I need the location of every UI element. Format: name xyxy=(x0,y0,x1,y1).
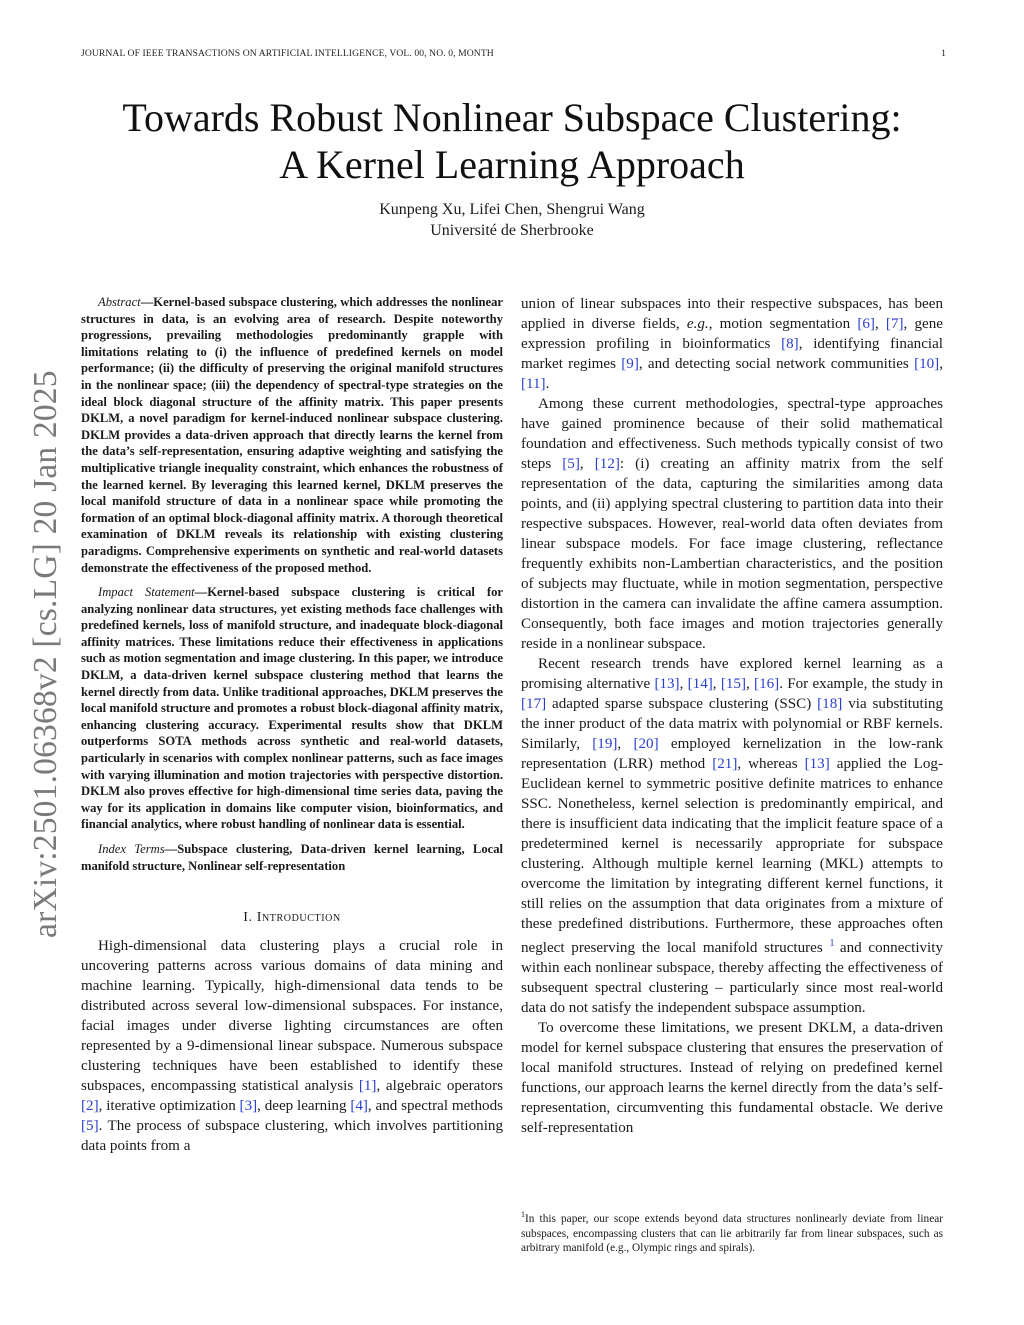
citation-link[interactable]: [5] xyxy=(562,456,580,472)
abstract xyxy=(81,294,503,576)
intro-paragraph-3 xyxy=(521,654,943,1018)
intro-paragraph-4 xyxy=(521,1018,943,1138)
citation-link[interactable]: [7] xyxy=(885,316,904,332)
page-number: 1 xyxy=(941,48,946,59)
text-run: , xyxy=(939,356,943,372)
text-run: , xyxy=(746,676,755,692)
impact-label: Impact Statement xyxy=(98,585,195,600)
citation-link[interactable]: [19] xyxy=(592,736,618,752)
citation-link[interactable]: [10] xyxy=(914,356,940,372)
text-run: , whereas xyxy=(737,756,805,772)
text-run: adapted sparse subspace clustering (SSC) xyxy=(546,696,818,712)
abstract-text: —Kernel-based subspace clustering, which addresses the nonlinear structures in data, is an evolving area of research. Despite noteworthy progressions, prevailing methodologies predominantly grapple with limitations relating to (i) the influence of predefined kernels on model performance; (ii) the difficulty of preserving the original manifold structures in the nonlinear space; (iii) the dependency of spectral-type strategies on the ideal block diagonal structure of the affinity matrix. This paper presents DKLM, a novel paradigm for kernel-induced nonlinear subspace clustering. DKLM provides a data-driven approach that directly learns the kernel from the data’s self-representation, ensuring adaptive weighting and satisfying the multiplicative triangle inequality constraint, which enhances the robustness of the learned kernel. By leveraging this learned kernel, DKLM preserves the local manifold structure of data in a nonlinear space while promoting the formation of an optimal block-diagonal affinity matrix. A thorough theoretical examination of DKLM reveals its relationship with existing clustering paradigms. Comprehensive experiments on synthetic and real-world datasets demonstrate the effectiveness of the proposed method. xyxy=(81,295,503,575)
author-block xyxy=(0,199,1024,241)
citation-link[interactable]: [1] xyxy=(358,1078,377,1095)
section-heading xyxy=(81,909,503,927)
index-terms xyxy=(81,841,503,874)
text-run: , iterative optimization xyxy=(98,1098,240,1115)
section-number: I. xyxy=(243,910,253,926)
arxiv-stamp: arXiv:2501.06368v2 [cs.LG] 20 Jan 2025 xyxy=(27,370,64,938)
intro-paragraph-1 xyxy=(81,936,503,1156)
citation-link[interactable]: [2] xyxy=(81,1098,99,1115)
text-run: . For example, the study in xyxy=(779,676,944,692)
intro-paragraph-1-cont xyxy=(521,294,943,394)
text-run: . xyxy=(545,376,550,392)
citation-link[interactable]: [6] xyxy=(857,316,875,332)
text-run: , identifying financial market regimes xyxy=(521,336,943,372)
text-run: , motion segmentation xyxy=(708,316,858,332)
text-run: , and spectral methods xyxy=(367,1098,503,1115)
journal-name: JOURNAL OF IEEE TRANSACTIONS ON ARTIFICIAL INTELLIGENCE, VOL. 00, NO. 0, MONTH xyxy=(81,48,494,59)
index-terms-label: Index Terms xyxy=(98,842,165,856)
paper-title xyxy=(0,94,1024,188)
text-run: employed kernelization in the low-rank representation (LRR) method xyxy=(521,736,944,772)
citation-link[interactable]: [11] xyxy=(521,376,546,392)
abstract-label: Abstract xyxy=(98,295,141,309)
text-run: , xyxy=(579,456,595,472)
citation-link[interactable]: [3] xyxy=(239,1098,258,1115)
citation-link[interactable]: [5] xyxy=(81,1118,99,1135)
index-terms-text: —Subspace clustering, Data-driven kernel learning, Local manifold structure, Nonlinear self-representation xyxy=(81,842,504,873)
title-line-2: A Kernel Learning Approach xyxy=(279,142,745,187)
title-line-1: Towards Robust Nonlinear Subspace Clustering: xyxy=(122,95,902,140)
text-run: Recent research trends have explored kernel learning as a promising alternative xyxy=(521,656,943,692)
footnote-marker[interactable]: 1 xyxy=(829,938,840,949)
footnote-text: In this paper, our scope extends beyond data structures nonlinearly deviate from linear subspaces, encompassing clusters that can lie arbitrarily far from linear subspaces, such as arbitrary manifold (e.g., Olympic rings and spirals). xyxy=(521,1212,943,1255)
citation-link[interactable]: [14] xyxy=(687,676,713,692)
text-run: applied the Log-Euclidean kernel to symmetric positive definite matrices to enhance SSC. Nonetheless, kernel selection is predominantly empirical, and there is insufficient data indicating that the implicit feature space of a predetermined kernel is necessarily appropriate for subspace clustering. Although multiple kernel learning (MKL) attempts to overcome the limitation by integrating different kernel functions, it still relies on the assumption that data originates from a mixture of these predefined distributions. Furthermore, these approaches often neglect preserving the local manifold structures xyxy=(521,756,944,957)
text-run: Among these current methodologies, spectral-type approaches have gained prominence because of their solid mathematical foundation and effectiveness. Such methods typically consist of two steps xyxy=(521,396,943,472)
citation-link[interactable]: [15] xyxy=(720,676,746,692)
citation-link[interactable]: [18] xyxy=(817,696,843,712)
text-run: union of linear subspaces into their respective subspaces, has been applied in diverse fields, xyxy=(521,296,943,332)
text-run: , gene expression profiling in bioinformatics xyxy=(521,316,944,352)
citation-link[interactable]: [4] xyxy=(350,1098,368,1115)
intro-paragraph-2 xyxy=(521,394,943,654)
text-run: e.g. xyxy=(686,316,709,332)
text-run: . The process of subspace clustering, which involves partitioning data points from a xyxy=(81,1118,503,1155)
running-head xyxy=(81,48,946,59)
text-run: , and detecting social network communities xyxy=(638,356,915,372)
text-run: To overcome these limitations, we present DKLM, a data-driven model for kernel subspace clustering that ensures the preservation of local manifold structures. Instead of relying on predefined kernel functions, our approach learns the kernel directly from the data’s self-representation, circumventing this fundamental obstacle. We derive self-representation xyxy=(521,1020,943,1137)
right-column xyxy=(521,294,943,1138)
author-names: Kunpeng Xu, Lifei Chen, Shengrui Wang xyxy=(379,201,645,218)
text-run: , algebraic operators xyxy=(376,1078,503,1095)
section-title: Introduction xyxy=(256,910,341,926)
citation-link[interactable]: [13] xyxy=(804,756,830,772)
text-run: High-dimensional data clustering plays a crucial role in uncovering patterns across various domains of data mining and machine learning. Typically, high-dimensional data tends to be distributed across several low-dimensional subspaces. For instance, facial images under diverse lighting circumstances are often represented by a 9-dimensional linear subspace. Numerous subspace clustering techniques have been established to identify these subspaces, encompassing statistical analysis xyxy=(81,938,503,1095)
text-run: , deep learning xyxy=(257,1098,351,1115)
left-column xyxy=(81,294,503,1156)
text-run: , xyxy=(712,676,721,692)
citation-link[interactable]: [21] xyxy=(712,756,738,772)
text-run: : (i) creating an affinity matrix from the self representation of the data, capturing the similarities among data points, and (ii) applying spectral clustering to partition data into their respective subspaces. However, real-world data often deviates from linear subspace models. For face image clustering, reflectance frequently exhibits non-Lambertian characteristics, and the position of subjects may fluctuate, while in motion segmentation, perspective distortion in the camera can invalidate the affine camera assumption. Consequently, both face images and motion trajectories generally reside in a nonlinear subspace. xyxy=(521,456,943,652)
footnote xyxy=(521,1208,943,1256)
citation-link[interactable]: [8] xyxy=(781,336,799,352)
text-run: , xyxy=(617,736,634,752)
citation-link[interactable]: [17] xyxy=(521,696,547,712)
citation-link[interactable]: [20] xyxy=(633,736,659,752)
text-run: , xyxy=(679,676,688,692)
impact-text: —Kernel-based subspace clustering is critical for analyzing nonlinear data structures, yet existing methods face challenges with predefined kernels, loss of manifold structure, and inadequate block-diagonal affinity matrices. These limitations reduce their effectiveness in applications such as motion segmentation and image clustering. In this paper, we introduce DKLM, a data-driven kernel subspace clustering method that learns the kernel directly from data. Unlike traditional approaches, DKLM preserves the local manifold structure and promotes a robust block-diagonal affinity matrix, enhancing clustering accuracy. Experimental results show that DKLM outperforms SOTA methods across synthetic and real-world datasets, particularly in scenarios with complex nonlinear patterns, such as face images with varying illumination and motion trajectories with perspective distortion. DKLM also proves effective for high-dimensional time series data, paving the way for its application in domains like computer vision, bioinformatics, and financial analytics, where robust handling of nonlinear data is essential. xyxy=(81,585,503,832)
citation-link[interactable]: [9] xyxy=(621,356,639,372)
text-run: and connectivity within each nonlinear subspace, thereby affecting the effectiveness of subsequent spectral clustering – particularly since most real-world data do not satisfy the independent subspace assumption. xyxy=(521,940,943,1017)
text-run: via substituting the inner product of the data matrix with polynomial or RBF kernels. Similarly, xyxy=(521,696,943,752)
impact-statement xyxy=(81,584,503,833)
citation-link[interactable]: [16] xyxy=(754,676,780,692)
author-affiliation: Université de Sherbrooke xyxy=(430,222,594,239)
text-run: , xyxy=(874,316,886,332)
citation-link[interactable]: [13] xyxy=(654,676,680,692)
citation-link[interactable]: [12] xyxy=(594,456,620,472)
footnote-mark: 1 xyxy=(521,1210,525,1219)
